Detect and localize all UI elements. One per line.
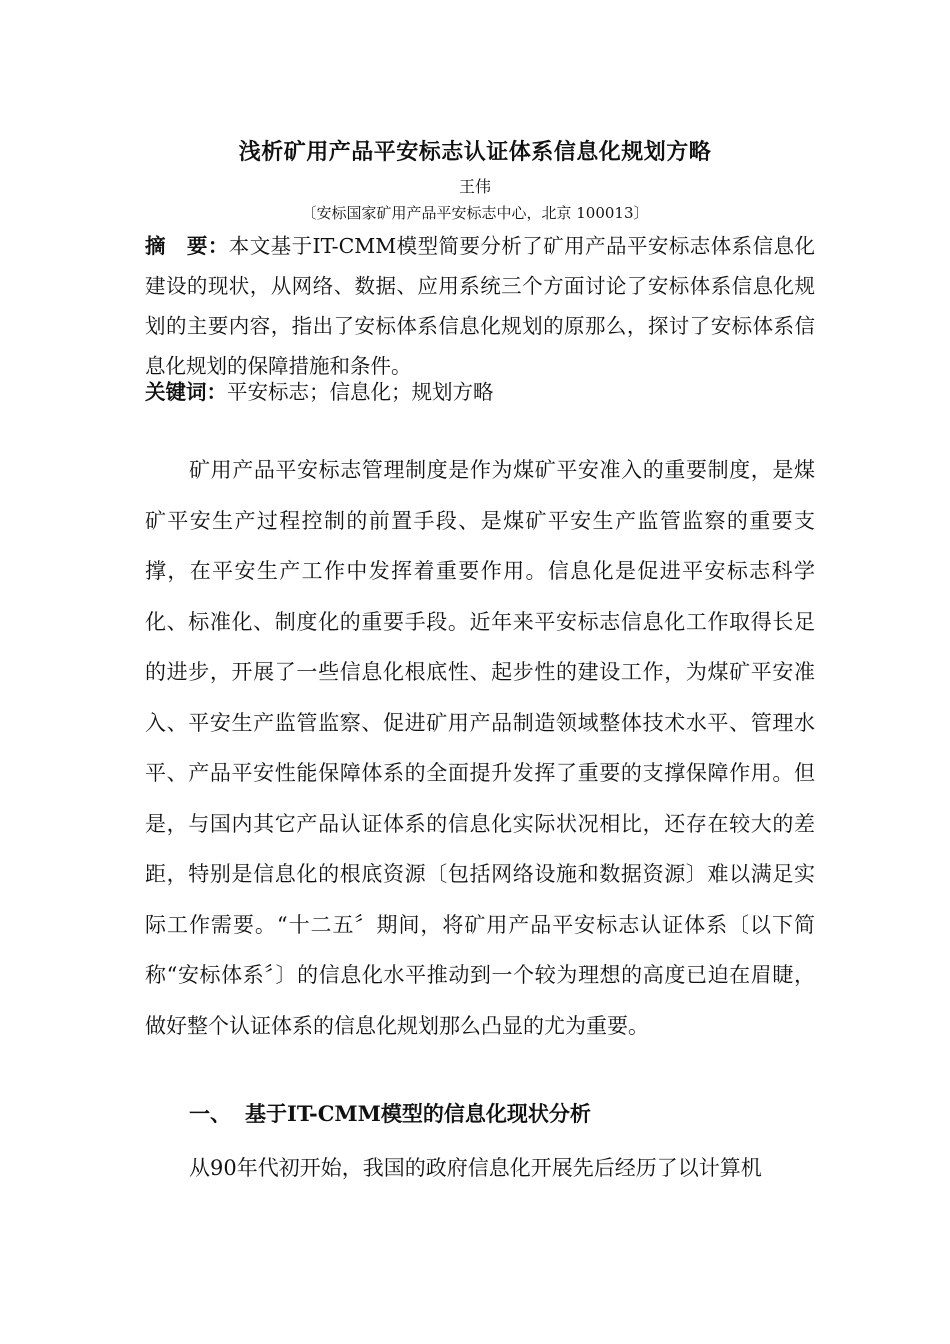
keywords [145, 372, 815, 412]
author-name: 王伟 [458, 177, 491, 196]
document-title: 浅析矿用产品平安标志认证体系信息化规划方略 [238, 139, 712, 165]
abstract-text: 本文基于IT-CMM模型简要分析了矿用产品平安标志体系信息化建设的现状，从网络、数据、应用系统三个方面讨论了安标体系信息化规划的主要内容，指出了安标体系信息化规划的原那么，探讨了安标体系信息化规划的保障措施和条件。 [145, 234, 815, 378]
keywords-label: 关键词： [145, 380, 227, 404]
section-paragraph: 从90年代初开始，我国的政府信息化开展先后经历了以计算机 [189, 1156, 762, 1180]
abstract [145, 226, 815, 386]
abstract-label: 摘 要： [145, 234, 229, 258]
section-title: 基于IT-CMM模型的信息化现状分析 [245, 1101, 591, 1126]
section-heading [189, 1094, 591, 1134]
section-number: 一、 [189, 1101, 231, 1126]
keywords-text: 平安标志；信息化；规划方略 [227, 380, 494, 404]
author-affiliation: 〔安标国家矿用产品平安标志中心，北京 100013〕 [301, 204, 649, 222]
intro-paragraph: 矿用产品平安标志管理制度是作为煤矿平安准入的重要制度，是煤矿平安生产过程控制的前置手段、是煤矿平安生产监管监察的重要支撑，在平安生产工作中发挥着重要作用。信息化是促进平安标志科学化、标准化、制度化的重要手段。近年来平安标志信息化工作取得长足的进步，开展了一些信息化根底性、起步性的建设工作，为煤矿平安准入、平安生产监管监察、促进矿用产品制造领域整体技术水平、管理水平、产品平安性能保障体系的全面提升发挥了重要的支撑保障作用。但是，与国内其它产品认证体系的信息化实际状况相比，还存在较大的差距，特别是信息化的根底资源〔包括网络设施和数据资源〕难以满足实际工作需要。“十二五〞期间，将矿用产品平安标志认证体系〔以下简称“安标体系〞〕的信息化水平推动到一个较为理想的高度已迫在眉睫，做好整个认证体系的信息化规划那么凸显的尤为重要。 [145, 458, 815, 1038]
